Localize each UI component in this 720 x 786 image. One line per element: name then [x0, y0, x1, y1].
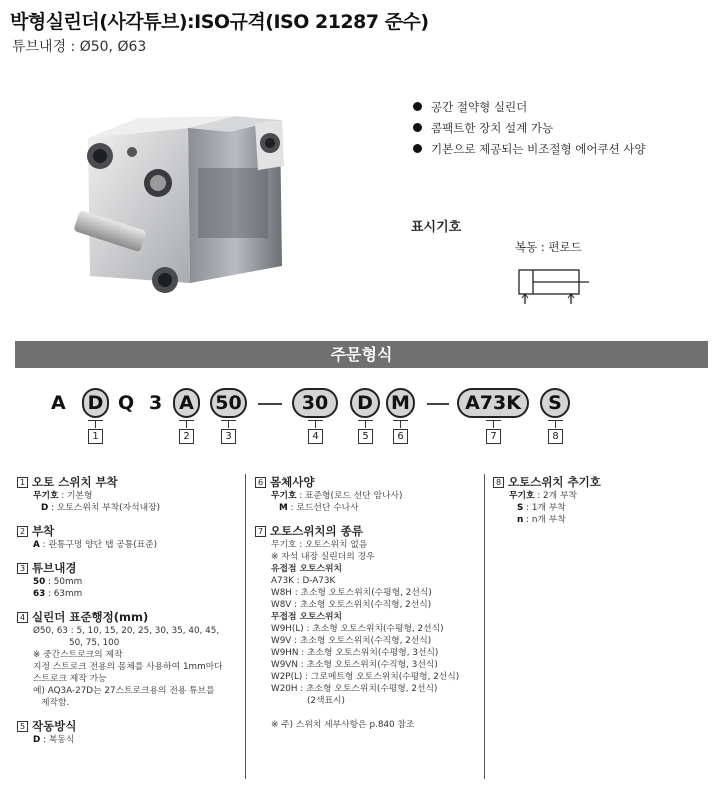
spec-column-3: [493, 474, 708, 535]
spec-line: (2색표시): [307, 696, 345, 706]
code-letter: A: [51, 392, 66, 414]
spec-line: 무기호 : 2개 부착: [509, 491, 577, 501]
spec-column-2: [255, 474, 480, 740]
number-box: 1: [88, 429, 103, 444]
connector-line: [493, 420, 494, 428]
feature-item: [413, 117, 646, 138]
feature-list: [413, 96, 646, 159]
connector-line: [308, 420, 323, 421]
symbol-subtitle: 복동 : 편로드: [515, 240, 582, 254]
section-bore: [17, 560, 242, 600]
section-title: 오토스위치의 종류: [270, 524, 363, 538]
section-heading: [17, 523, 242, 539]
section-title: 오토 스위치 부착: [32, 475, 118, 489]
section-heading: [17, 560, 242, 576]
section-heading: [17, 609, 242, 625]
pneumatic-symbol-icon: [513, 258, 593, 308]
spec-line: A73K : D-A73K: [271, 576, 336, 586]
spec-line: 예) AQ3A-27D는 27스트로크용의 전용 튜브를: [33, 686, 215, 696]
connector-line: [186, 420, 187, 428]
spec-line: W9HN : 초소형 오토스위치(수평형, 3선식): [271, 648, 439, 658]
spec-line: M : 로드선단 수나사: [279, 503, 359, 513]
bore-size-subtitle: 튜브내경 : Ø50, Ø63: [12, 39, 147, 55]
code-oval: 50: [210, 388, 247, 418]
spec-line: Ø50, 63 : 5, 10, 15, 20, 25, 30, 35, 40, 45,: [33, 626, 220, 636]
number-box: 2: [179, 429, 194, 444]
number-box: 3: [221, 429, 236, 444]
spec-column-1: [17, 474, 242, 755]
number-box: 4: [308, 429, 323, 444]
section-title: 몸체사양: [270, 475, 315, 489]
number-box: 5: [358, 429, 373, 444]
section-number: 1: [17, 477, 28, 488]
code-letter: Q: [118, 392, 135, 414]
code-oval: 30: [292, 388, 338, 418]
code-oval: A: [173, 388, 200, 418]
feature-text: 공간 절약형 실린더: [431, 99, 528, 114]
connector-line: [179, 420, 194, 421]
code-oval: D: [350, 388, 380, 418]
spec-line: 유접점 오토스위치: [271, 564, 343, 574]
code-dash: [258, 403, 282, 405]
number-box: 7: [486, 429, 501, 444]
section-title: 오토스위치 추기호: [508, 475, 601, 489]
spec-line: 지정 스트로크 전용의 몸체를 사용하여 1mm마다: [33, 662, 223, 672]
code-oval: M: [386, 388, 415, 418]
section-switch-qty: [493, 474, 708, 526]
section-switch-mounting: [17, 474, 242, 514]
section-number: 3: [17, 563, 28, 574]
spec-line: D : 복동식: [33, 735, 75, 745]
spec-line: 스트로크 제작 가능: [33, 674, 107, 684]
spec-line: D : 오토스위치 부착(자석내장): [41, 503, 161, 513]
compact-cylinder-image: [70, 108, 290, 313]
section-title: 실린더 표준행정(mm): [32, 610, 149, 624]
section-title: 튜브내경: [32, 561, 77, 575]
feature-text: 콤팩트한 장치 설계 가능: [431, 120, 554, 135]
section-number: 4: [17, 612, 28, 623]
section-stroke: [17, 609, 242, 709]
spec-line: n : n개 부착: [517, 515, 566, 525]
section-number: 2: [17, 526, 28, 537]
section-switch-type: [255, 523, 480, 731]
bullet-icon: [413, 144, 422, 153]
spec-line: W8H : 초소형 오토스위치(수평형, 2선식): [271, 588, 432, 598]
section-heading: [255, 474, 480, 490]
spec-line: 무기호 : 표준형(로드 선단 암나사): [271, 491, 403, 501]
spec-line: 제작함.: [41, 698, 70, 708]
spec-line: W20H : 초소형 오토스위치(수평형, 2선식): [271, 684, 438, 694]
connector-line: [358, 420, 373, 421]
feature-item: [413, 138, 646, 159]
number-box: 6: [393, 429, 408, 444]
section-heading: [493, 474, 708, 490]
section-number: 7: [255, 526, 266, 537]
section-title: 작동방식: [32, 719, 77, 733]
section-number: 5: [17, 721, 28, 732]
spec-line: W9VN : 초소형 오토스위치(수직형, 3선식): [271, 660, 438, 670]
connector-line: [88, 420, 103, 421]
code-dash: [427, 403, 449, 405]
code-oval: D: [82, 388, 109, 418]
connector-line: [365, 420, 366, 428]
connector-line: [393, 420, 408, 421]
section-mounting: [17, 523, 242, 551]
connector-line: [95, 420, 96, 428]
section-number: 8: [493, 477, 504, 488]
spec-line: 무기호 : 오토스위치 없음: [271, 540, 368, 550]
connector-line: [400, 420, 401, 428]
section-body: [255, 474, 480, 514]
number-box: 8: [548, 429, 563, 444]
connector-line: [486, 420, 501, 421]
section-heading: [255, 523, 480, 539]
spec-line: 50, 75, 100: [69, 638, 120, 648]
order-format-title: 주문형식: [330, 345, 393, 364]
spec-line: A : 관통구멍 양단 탭 공통(표준): [33, 540, 158, 550]
spec-line: W9V : 초소형 오토스위치(수직형, 2선식): [271, 636, 432, 646]
spec-line: 50 : 50mm: [33, 577, 83, 587]
spec-line: 63 : 63mm: [33, 589, 83, 599]
spec-line: W2P(L) : 그로메트형 오토스위치(수평형, 2선식): [271, 672, 460, 682]
code-oval: A73K: [457, 388, 529, 418]
connector-line: [555, 420, 556, 428]
feature-text: 기본으로 제공되는 비조절형 에어쿠션 사양: [431, 141, 646, 156]
column-divider: [484, 474, 485, 779]
symbol-title: 표시기호: [411, 220, 462, 235]
spec-line: ※ 자석 내장 실린더의 경우: [271, 552, 375, 562]
spec-line: 무기호 : 기본형: [33, 491, 93, 501]
code-letter: 3: [149, 392, 163, 414]
section-action: [17, 718, 242, 746]
spec-note: ※ 주) 스위치 세부사항은 p.840 참조: [271, 720, 415, 730]
spec-line: ※ 중간스트로크의 제작: [33, 650, 123, 660]
spec-line: S : 1개 부착: [517, 503, 566, 513]
connector-line: [548, 420, 563, 421]
bullet-icon: [413, 123, 422, 132]
feature-item: [413, 96, 646, 117]
connector-line: [315, 420, 316, 428]
spec-line: 무접점 오토스위치: [271, 612, 343, 622]
spec-line: W9H(L) : 초소형 오토스위치(수평형, 2선식): [271, 624, 444, 634]
connector-line: [228, 420, 229, 428]
section-number: 6: [255, 477, 266, 488]
spec-line: W8V : 초소형 오토스위치(수직형, 2선식): [271, 600, 432, 610]
column-divider: [245, 474, 246, 779]
bullet-icon: [413, 102, 422, 111]
page-title: 박형실린더(사각튜브):ISO규격(ISO 21287 준수): [10, 11, 429, 33]
section-heading: [17, 474, 242, 490]
code-oval: S: [540, 388, 570, 418]
section-title: 부착: [32, 524, 55, 538]
section-heading: [17, 718, 242, 734]
connector-line: [221, 420, 236, 421]
